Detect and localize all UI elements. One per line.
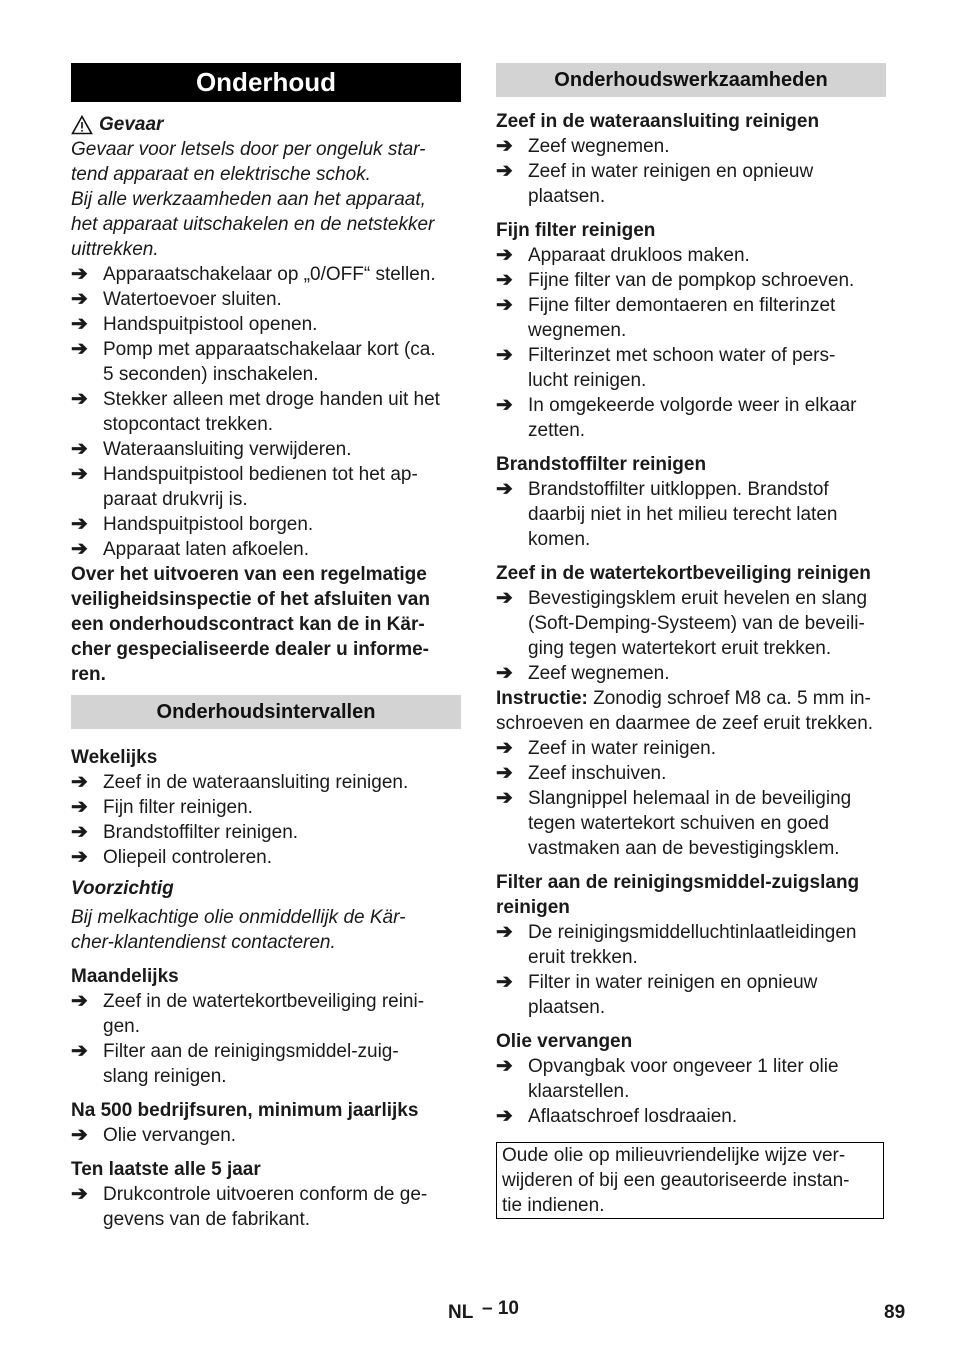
text-line: 5 seconden) inschakelen. (103, 364, 319, 385)
list-item (496, 661, 886, 686)
arrow-right-icon: ➔ (71, 263, 88, 285)
list-item-text (528, 134, 886, 159)
monthly-heading: Maandelijks (71, 966, 179, 987)
list-item (71, 387, 461, 437)
list-item-text (528, 293, 886, 343)
list-item-text (528, 393, 886, 443)
heading-line: Filter aan de reinigingsmiddel-zuigslang (496, 872, 860, 893)
arrow-right-icon: ➔ (496, 762, 513, 784)
caution-label: Voorzichtig (71, 878, 174, 899)
text-line: Zeef inschuiven. (528, 763, 667, 784)
warning-heading (71, 112, 461, 137)
text-line: Zeef in de wateraansluiting reinigen. (103, 772, 409, 793)
list-item (71, 845, 461, 870)
arrow-right-icon: ➔ (71, 821, 88, 843)
weekly-heading: Wekelijks (71, 747, 158, 768)
instruction-line: Zonodig schroef M8 ca. 5 mm in- (587, 688, 871, 709)
warning-text (71, 137, 461, 262)
arrow-right-icon: ➔ (496, 478, 513, 500)
text-line: Apparaatschakelaar op „0/OFF“ stellen. (103, 264, 436, 285)
text-line: Over het uitvoeren van een regelmatige (71, 564, 427, 585)
section-title-intervals: Onderhoudsintervallen (71, 695, 461, 729)
text-line: slang reinigen. (103, 1066, 227, 1087)
list-item-text (528, 159, 886, 209)
list-item (496, 134, 886, 159)
text-line: Zeef in de watertekortbeveiliging reini- (103, 991, 425, 1012)
list-item-text (528, 786, 886, 861)
arrow-right-icon: ➔ (71, 513, 88, 535)
list-item-text (528, 1054, 886, 1104)
text-line: Opvangbak voor ongeveer 1 liter olie (528, 1056, 839, 1077)
five-years-list (71, 1182, 461, 1232)
arrow-right-icon: ➔ (71, 288, 88, 310)
list-item-text (103, 537, 461, 562)
list-item (71, 287, 461, 312)
arrow-right-icon: ➔ (496, 344, 513, 366)
list-item (496, 920, 886, 970)
text-line: Fijn filter reinigen. (103, 797, 253, 818)
caution-text (71, 905, 461, 955)
left-column (71, 63, 461, 1232)
subsection-list (496, 243, 886, 443)
monthly-list (71, 989, 461, 1089)
text-line: plaatsen. (528, 997, 606, 1018)
list-item-text (528, 586, 886, 661)
list-item-text (103, 1182, 461, 1232)
list-item-text (103, 387, 461, 437)
list-item-text (103, 462, 461, 512)
subsection-heading: Fijn filter reinigen (496, 220, 656, 241)
text-line: Filterinzet met schoon water of pers- (528, 345, 836, 366)
text-line: het apparaat uitschakelen en de netstekker (71, 214, 435, 235)
weekly-list (71, 770, 461, 870)
maintenance-contract-note (71, 562, 461, 687)
right-column (496, 63, 886, 1219)
text-line: Filter in water reinigen en opnieuw (528, 972, 818, 993)
list-item-text (528, 1104, 886, 1129)
text-line: Drukcontrole uitvoeren conform de ge- (103, 1184, 428, 1205)
text-line: Oude olie op milieuvriendelijke wijze ver- (502, 1145, 846, 1166)
list-item (496, 1104, 886, 1129)
list-item-text (103, 795, 461, 820)
filter-zuigslang-heading (496, 870, 886, 920)
text-line: Apparaat laten afkoelen. (103, 539, 309, 560)
text-line: Bij melkachtige olie onmiddellijk de Kär- (71, 907, 406, 928)
text-line: Watertoevoer sluiten. (103, 289, 282, 310)
list-item (71, 770, 461, 795)
list-item-text (103, 262, 461, 287)
arrow-right-icon: ➔ (496, 662, 513, 684)
list-item (71, 820, 461, 845)
safety-steps-list (71, 262, 461, 562)
list-item (496, 1054, 886, 1104)
list-item-text (103, 437, 461, 462)
text-line: eruit trekken. (528, 947, 638, 968)
arrow-right-icon: ➔ (496, 971, 513, 993)
text-line: Stekker alleen met droge handen uit het (103, 389, 440, 410)
text-line: ren. (71, 664, 106, 685)
olie-list (496, 1054, 886, 1129)
arrow-right-icon: ➔ (71, 771, 88, 793)
list-item (71, 337, 461, 387)
list-item (71, 1182, 461, 1232)
subsection-heading: Zeef in de wateraansluiting reinigen (496, 111, 820, 132)
text-line: Zeef in water reinigen en opnieuw (528, 161, 814, 182)
list-item (496, 159, 886, 209)
list-item (496, 736, 886, 761)
list-item-text (528, 761, 886, 786)
list-item-text (528, 736, 886, 761)
text-line: In omgekeerde volgorde weer in elkaar (528, 395, 857, 416)
arrow-right-icon: ➔ (71, 1040, 88, 1062)
arrow-right-icon: ➔ (496, 1055, 513, 1077)
list-item (71, 1039, 461, 1089)
watertekort-list-a (496, 586, 886, 686)
list-item (71, 512, 461, 537)
list-item (71, 1123, 461, 1148)
text-line: tie indienen. (502, 1195, 605, 1216)
list-item-text (103, 1123, 461, 1148)
list-item-text (103, 512, 461, 537)
arrow-right-icon: ➔ (496, 135, 513, 157)
list-item-text (528, 477, 886, 552)
arrow-right-icon: ➔ (71, 1124, 88, 1146)
list-item-text (528, 920, 886, 970)
list-item-text (528, 268, 886, 293)
instruction-text (496, 686, 886, 736)
text-line: een onderhoudscontract kan de in Kär- (71, 614, 425, 635)
section-page-number: – 10 (482, 1298, 519, 1319)
text-line: Gevaar voor letsels door per ongeluk star- (71, 139, 426, 160)
arrow-right-icon: ➔ (71, 538, 88, 560)
text-line: Wateraansluiting verwijderen. (103, 439, 352, 460)
arrow-right-icon: ➔ (496, 294, 513, 316)
list-item (496, 477, 886, 552)
text-line: Filter aan de reinigingsmiddel-zuig- (103, 1041, 399, 1062)
watertekort-heading: Zeef in de watertekortbeveiliging reinigen (496, 563, 871, 584)
list-item-text (103, 820, 461, 845)
section-title-onderhoud: Onderhoud (71, 63, 461, 102)
text-line: Slangnippel helemaal in de beveiliging (528, 788, 852, 809)
arrow-right-icon: ➔ (496, 244, 513, 266)
text-line: gevens van de fabrikant. (103, 1209, 311, 1230)
text-line: veiligheidsinspectie of het afsluiten van (71, 589, 430, 610)
text-line: Handspuitpistool bedienen tot het ap- (103, 464, 418, 485)
text-line: wijderen of bij een geautoriseerde instan- (502, 1170, 850, 1191)
text-line: Brandstoffilter reinigen. (103, 822, 299, 843)
section-title-werkzaamheden: Onderhoudswerkzaamheden (496, 63, 886, 97)
arrow-right-icon: ➔ (496, 1105, 513, 1127)
list-item (496, 586, 886, 661)
text-line: daarbij niet in het milieu terecht laten (528, 504, 838, 525)
list-item-text (528, 243, 886, 268)
text-line: ging tegen watertekort eruit trekken. (528, 638, 832, 659)
text-line: klaarstellen. (528, 1081, 630, 1102)
text-line: wegnemen. (528, 320, 627, 341)
watertekort-list-b (496, 736, 886, 861)
subsection-heading: Brandstoffilter reinigen (496, 454, 707, 475)
text-line: Bevestigingsklem eruit hevelen en slang (528, 588, 868, 609)
list-item-text (103, 770, 461, 795)
subsection-list (496, 477, 886, 552)
text-line: tend apparaat en elektrische schok. (71, 164, 371, 185)
subsection-list (496, 134, 886, 209)
text-line: Bij alle werkzaamheden aan het apparaat, (71, 189, 426, 210)
text-line: Zeef in water reinigen. (528, 738, 716, 759)
text-line: zetten. (528, 420, 586, 441)
list-item (496, 293, 886, 343)
list-item (496, 268, 886, 293)
arrow-right-icon: ➔ (71, 990, 88, 1012)
arrow-right-icon: ➔ (71, 846, 88, 868)
list-item (71, 262, 461, 287)
list-item (71, 437, 461, 462)
arrow-right-icon: ➔ (496, 160, 513, 182)
text-line: cher-klantendienst contacteren. (71, 932, 336, 953)
text-line: De reinigingsmiddelluchtinlaatleidingen (528, 922, 857, 943)
list-item-text (103, 312, 461, 337)
arrow-right-icon: ➔ (71, 463, 88, 485)
heading-line: reinigen (496, 897, 570, 918)
text-line: Pomp met apparaatschakelaar kort (ca. (103, 339, 436, 360)
text-line: lucht reinigen. (528, 370, 647, 391)
list-item (71, 312, 461, 337)
language-code: NL (448, 1302, 474, 1323)
arrow-right-icon: ➔ (71, 388, 88, 410)
text-line: Handspuitpistool borgen. (103, 514, 314, 535)
warning-triangle-icon (71, 115, 93, 135)
arrow-right-icon: ➔ (496, 587, 513, 609)
text-line: uittrekken. (71, 239, 159, 260)
disposal-note-box (496, 1142, 884, 1219)
text-line: Brandstoffilter uitkloppen. Brandstof (528, 479, 829, 500)
text-line: Fijne filter demontaeren en filterinzet (528, 295, 836, 316)
text-line: Apparaat drukloos maken. (528, 245, 750, 266)
hours-500-heading: Na 500 bedrijfsuren, minimum jaarlijks (71, 1100, 419, 1121)
text-line: Zeef wegnemen. (528, 136, 670, 157)
list-item (496, 393, 886, 443)
arrow-right-icon: ➔ (496, 269, 513, 291)
olie-heading: Olie vervangen (496, 1031, 633, 1052)
text-line: gen. (103, 1016, 140, 1037)
text-line: plaatsen. (528, 186, 606, 207)
instruction-line: schroeven en daarmee de zeef eruit trekken. (496, 713, 874, 734)
filter-zuigslang-list (496, 920, 886, 1020)
text-line: komen. (528, 529, 591, 550)
text-line: (Soft-Demping-Systeem) van de beveili- (528, 613, 865, 634)
instruction-label: Instructie: (496, 688, 588, 709)
list-item-text (528, 970, 886, 1020)
text-line: vastmaken aan de bevestigingsklem. (528, 838, 840, 859)
list-item-text (103, 845, 461, 870)
hours-500-list (71, 1123, 461, 1148)
five-years-heading: Ten laatste alle 5 jaar (71, 1159, 261, 1180)
text-line: Handspuitpistool openen. (103, 314, 318, 335)
text-line: Olie vervangen. (103, 1125, 237, 1146)
arrow-right-icon: ➔ (71, 313, 88, 335)
list-item-text (528, 343, 886, 393)
list-item-text (103, 337, 461, 387)
arrow-right-icon: ➔ (496, 394, 513, 416)
arrow-right-icon: ➔ (496, 737, 513, 759)
list-item (71, 537, 461, 562)
list-item (71, 462, 461, 512)
arrow-right-icon: ➔ (71, 1183, 88, 1205)
text-line: Fijne filter van de pompkop schroeven. (528, 270, 855, 291)
text-line: cher gespecialiseerde dealer u informe- (71, 639, 429, 660)
text-line: Aflaatschroef losdraaien. (528, 1106, 738, 1127)
text-line: Zeef wegnemen. (528, 663, 670, 684)
list-item (496, 970, 886, 1020)
page-number: 89 (884, 1302, 906, 1323)
list-item (496, 343, 886, 393)
list-item-text (103, 989, 461, 1039)
list-item-text (528, 661, 886, 686)
text-line: paraat drukvrij is. (103, 489, 248, 510)
arrow-right-icon: ➔ (71, 438, 88, 460)
arrow-right-icon: ➔ (71, 338, 88, 360)
arrow-right-icon: ➔ (496, 921, 513, 943)
arrow-right-icon: ➔ (71, 796, 88, 818)
text-line: tegen watertekort schuiven en goed (528, 813, 830, 834)
list-item (496, 243, 886, 268)
list-item (71, 795, 461, 820)
list-item (496, 761, 886, 786)
list-item (71, 989, 461, 1039)
page-footer (0, 1296, 954, 1326)
arrow-right-icon: ➔ (496, 787, 513, 809)
list-item (496, 786, 886, 861)
list-item-text (103, 287, 461, 312)
list-item-text (103, 1039, 461, 1089)
text-line: stopcontact trekken. (103, 414, 274, 435)
warning-label: Gevaar (99, 114, 164, 135)
text-line: Oliepeil controleren. (103, 847, 272, 868)
